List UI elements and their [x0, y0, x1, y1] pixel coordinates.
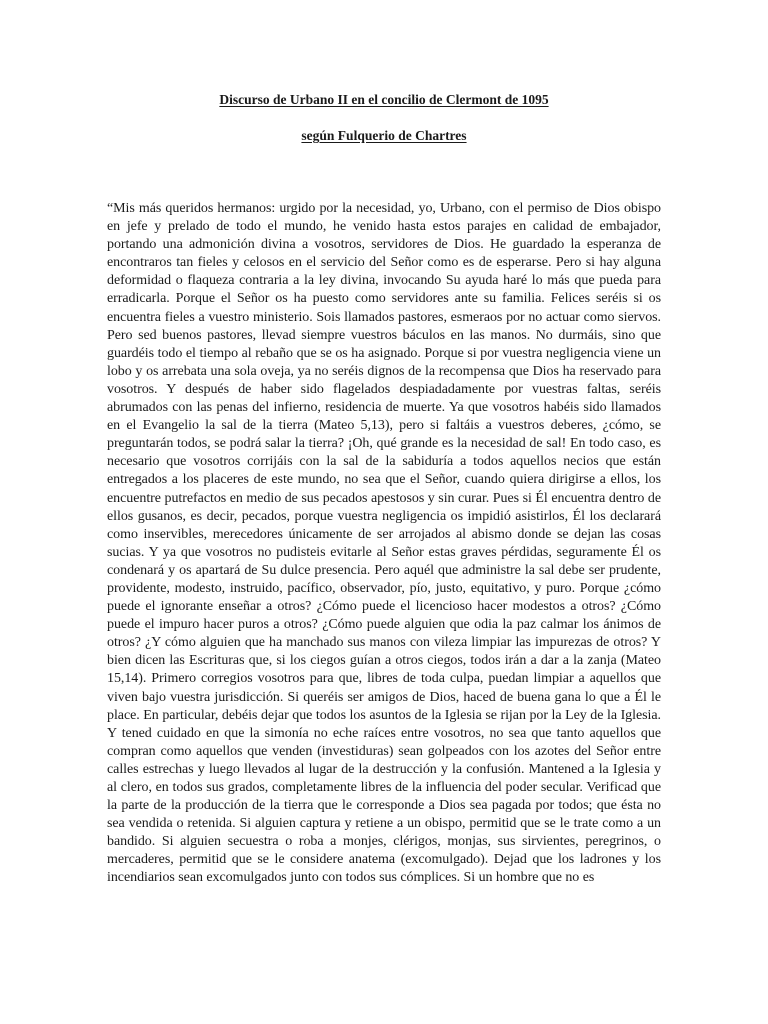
document-body: “Mis más queridos hermanos: urgido por la necesidad, yo, Urbano, con el permiso de Dios obispo en jefe y prelado de todo el mundo, he venido hasta estos parajes en calidad de embajador, portando una admonición divina a vosotros, servidores de Dios. He guardado la esperanza de encontraros tan fieles y celosos en el servicio del Señor como es de esperarse. Pero si hay alguna deformidad o flaqueza contraria a la ley divina, invocando Su ayuda haré lo más que pueda para erradicarla. Porque el Señor os ha puesto como servidores ante su familia. Felices seréis si os encuentra fieles a vuestro ministerio. Sois llamados pastores, esmeraos por no actuar como siervos. Pero sed buenos pastores, llevad siempre vuestros báculos en las manos. No durmáis, sino que guardéis todo el tiempo al rebaño que se os ha asignado. Porque si por vuestra negligencia viene un lobo y os arrebata una sola oveja, ya no seréis dignos de la recompensa que Dios ha reservado para vosotros. Y después de haber sido flagelados despiadadamente por vuestras faltas, seréis abrumados con las penas del infierno, residencia de muerte. Ya que vosotros habéis sido llamados en el Evangelio la sal de la tierra (Mateo 5,13), pero si faltáis a vuestros deberes, ¿cómo, se preguntarán todos, se podrá salar la tierra? ¡Oh, qué grande es la necesidad de sal! En todo caso, es necesario que vosotros corrijáis con la sal de la sabiduría a todos aquellos necios que están entregados a los placeres de este mundo, no sea que el Señor, cuando quiera dirigirse a ellos, los encuentre putrefactos en medio de sus pecados apestosos y sin curar. Pues si Él encuentra dentro de ellos gusanos, es decir, pecados, porque vuestra negligencia os impidió asistirlos, Él los declarará como inservibles, merecedores únicamente de ser arrojados al abismo donde se dejan las cosas sucias. Y ya que vosotros no pudisteis evitarle al Señor estas graves pérdidas, seguramente Él os condenará y os apartará de Su dulce presencia. Pero aquél que administre la sal debe ser prudente, providente, modesto, instruido, pacífico, observador, pío, justo, equitativo, y puro. Porque ¿cómo puede el ignorante enseñar a otros? ¿Cómo puede el licencioso hacer modestos a otros? ¿Cómo puede el impuro hacer puros a otros? ¿Cómo puede alguien que odia la paz calmar los ánimos de otros? ¿Y cómo alguien que ha manchado sus manos con vileza limpiar las impurezas de otros? Y bien dicen las Escrituras que, si los ciegos guían a otros ciegos, todos irán a dar a la zanja (Mateo 15,14). Primero corregios vosotros para que, libres de toda culpa, puedan limpiar a aquellos que viven bajo vuestra jurisdicción. Si queréis ser amigos de Dios, haced de buena gana lo que a Él le place. En particular, debéis dejar que todos los asuntos de la Iglesia se rijan por la Ley de la Iglesia. Y tened cuidado en que la simonía no eche raíces entre vosotros, no sea que tanto aquellos que compran como aquellos que venden (investiduras) sean golpeados con los azotes del Señor entre calles estrechas y luego llevados al lugar de la destrucción y la confusión. Mantened a la Iglesia y al clero, en todos sus grados, completamente libres de la influencia del poder secular. Verificad que la parte de la producción de la tierra que le corresponde a Dios sea pagada por todos; que ésta no sea vendida o retenida. Si alguien captura y retiene a un obispo, permitid que se le trate como a un bandido. Si alguien secuestra o roba a monjes, clérigos, monjas, sus sirvientes, peregrinos, o mercaderes, permitid que se le considere anatema (excomulgado). Dejad que los ladrones y los incendiarios sean excomulgados junto con todos sus cómplices. Si un hombre que no es [107, 201, 661, 886]
document-title: Discurso de Urbano II en el concilio de Clermont de 1095 [219, 92, 549, 107]
document-subtitle: según Fulquerio de Chartres [301, 128, 467, 143]
